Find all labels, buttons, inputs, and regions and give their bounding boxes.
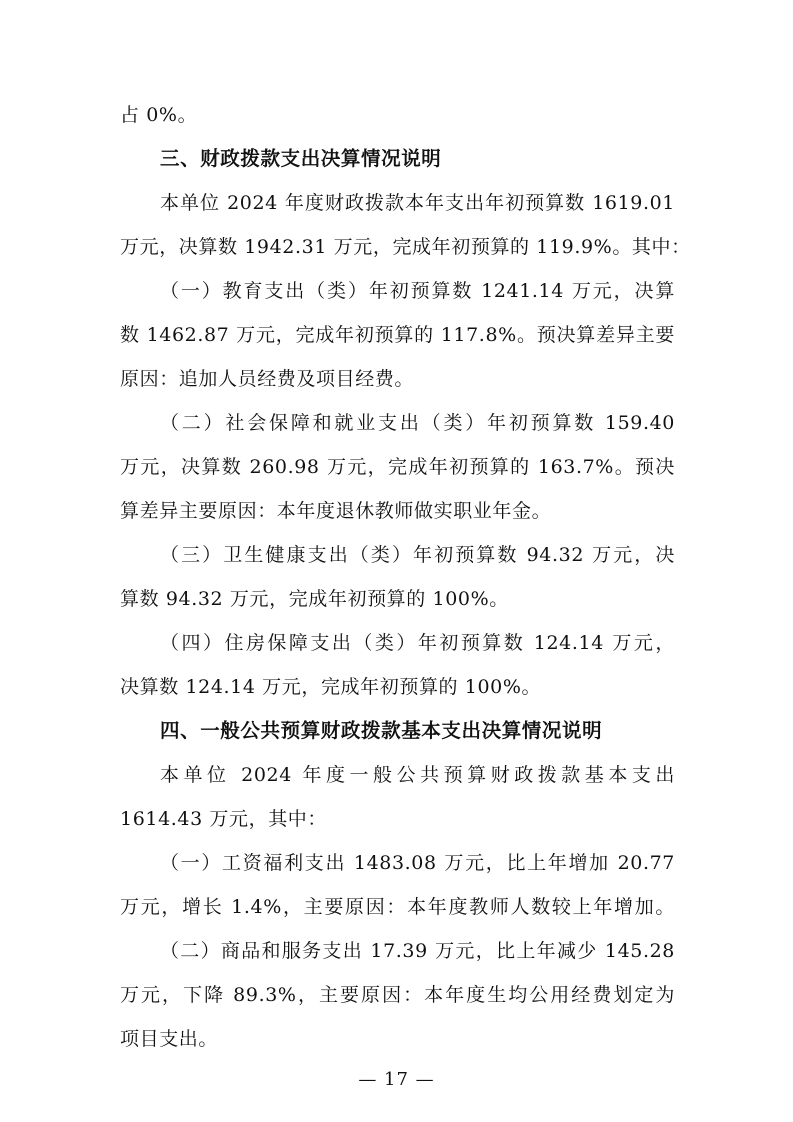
page-number: — 17 —: [358, 1069, 435, 1090]
paragraph-line: 算数 94.32 万元，完成年初预算的 100%。: [120, 588, 509, 610]
paragraph-line: （二）社会保障和就业支出（类）年初预算数 159.40: [160, 412, 675, 434]
paragraph-line: （一）工资福利支出 1483.08 万元，比上年增加 20.77: [160, 852, 675, 874]
paragraph-line: 1614.43 万元，其中：: [120, 808, 328, 830]
paragraph-line: （三）卫生健康支出（类）年初预算数 94.32 万元，决: [160, 544, 675, 566]
paragraph-line: 本单位 2024 年度一般公共预算财政拨款基本支出: [160, 764, 675, 786]
paragraph-line: （一）教育支出（类）年初预算数 1241.14 万元，决算: [160, 280, 675, 302]
paragraph-line: 原因：追加人员经费及项目经费。: [120, 368, 415, 390]
section-heading-4: 四、一般公共预算财政拨款基本支出决算情况说明: [160, 719, 603, 742]
paragraph-line: （四）住房保障支出（类）年初预算数 124.14 万元，: [160, 632, 675, 654]
section-heading-3: 三、财政拨款支出决算情况说明: [160, 147, 442, 170]
paragraph-line: 万元，下降 89.3%，主要原因：本年度生均公用经费划定为: [120, 984, 675, 1006]
paragraph-line: 数 1462.87 万元，完成年初预算的 117.8%。预决算差异主要: [120, 324, 675, 346]
paragraph-line: 决算数 124.14 万元，完成年初预算的 100%。: [120, 676, 542, 698]
paragraph-line: 算差异主要原因：本年度退休教师做实职业年金。: [120, 500, 552, 522]
paragraph-line: 万元，增长 1.4%，主要原因：本年度教师人数较上年增加。: [120, 896, 675, 918]
paragraph-line: 本单位 2024 年度财政拨款本年支出年初预算数 1619.01: [160, 192, 675, 214]
paragraph-line: 占 0%。: [120, 104, 198, 126]
paragraph-line: 万元，决算数 1942.31 万元，完成年初预算的 119.9%。其中：: [120, 236, 691, 258]
paragraph-line: （二）商品和服务支出 17.39 万元，比上年减少 145.28: [160, 940, 675, 962]
paragraph-line: 万元，决算数 260.98 万元，完成年初预算的 163.7%。预决: [120, 456, 675, 478]
paragraph-line: 项目支出。: [120, 1028, 219, 1050]
